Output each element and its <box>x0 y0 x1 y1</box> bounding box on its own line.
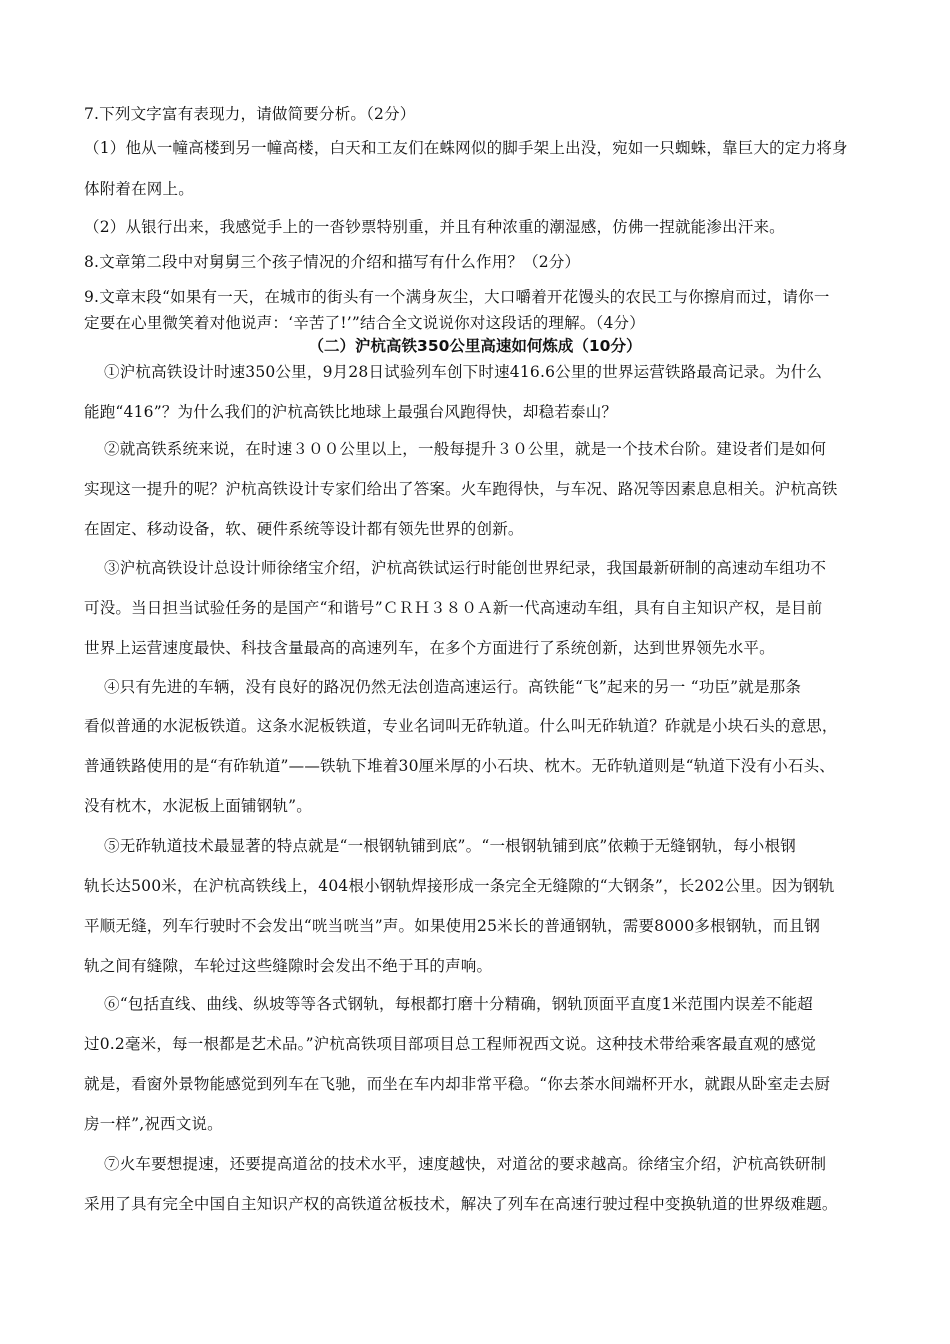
paragraph-4-cont: 没有枕木，水泥板上面铺钢轨”。 <box>84 797 312 815</box>
paragraph-5-cont: 轨长达500米，在沪杭高铁线上，404根小钢轨焊接形成一条完全无缝隙的“大钢条”，长202公里。因为钢轨 <box>84 877 835 895</box>
paragraph-6: ⑥“包括直线、曲线、纵坡等等各式钢轨，每根都打磨十分精确，钢轨顶面平直度1米范围内误差不能超 <box>104 995 813 1013</box>
paragraph-4-cont: 普通铁路使用的是“有砟轨道”——铁轨下堆着30厘米厚的小石块、枕木。无砟轨道则是“轨道下没有小石头、 <box>84 757 835 775</box>
paragraph-1-cont: 能跑“416”？为什么我们的沪杭高铁比地球上最强台风跑得快，却稳若泰山？ <box>84 403 618 421</box>
paragraph-7-cont: 采用了具有完全中国自主知识产权的高铁道岔板技术，解决了列车在高速行驶过程中变换轨道的世界级难题。 <box>84 1195 838 1213</box>
paragraph-4-cont: 看似普通的水泥板铁道。这条水泥板铁道，专业名词叫无砟轨道。什么叫无砟轨道？砟就是小块石头的意思， <box>84 717 838 735</box>
question-7: 7.下列文字富有表现力，请做简要分析。（2分） <box>84 105 416 123</box>
paragraph-5-cont: 平顺无缝，列车行驶时不会发出“咣当咣当”声。如果使用25米长的普通钢轨，需要8000多根钢轨，而且钢 <box>84 917 821 935</box>
paragraph-5-cont: 轨之间有缝隙，车轮过这些缝隙时会发出不绝于耳的声响。 <box>84 957 493 975</box>
paragraph-2-cont: 实现这一提升的呢？沪杭高铁设计专家们给出了答案。火车跑得快，与车况、路况等因素息息相关。沪杭高铁 <box>84 480 838 498</box>
paragraph-6-cont: 房一样”,祝西文说。 <box>84 1115 223 1133</box>
question-9-cont: 定要在心里微笑着对他说声：‘辛苦了!’”结合全文说说你对这段话的理解。（4分） <box>84 314 645 332</box>
paragraph-1: ①沪杭高铁设计时速350公里，9月28日试验列车创下时速416.6公里的世界运营铁路最高记录。为什么 <box>104 363 823 381</box>
question-7-item-1: （1）他从一幢高楼到另一幢高楼，白天和工友们在蛛网似的脚手架上出没，宛如一只蜘蛛，靠巨大的定力将身 <box>84 139 848 157</box>
paragraph-6-cont: 就是，看窗外景物能感觉到列车在飞驰，而坐在车内却非常平稳。“你去茶水间端杯开水，就跟从卧室走去厨 <box>84 1075 831 1093</box>
question-7-item-2: （2）从银行出来，我感觉手上的一沓钞票特别重，并且有种浓重的潮湿感，仿佛一捏就能渗出汗来。 <box>84 218 785 236</box>
paragraph-5: ⑤无砟轨道技术最显著的特点就是“一根钢轨铺到底”。“一根钢轨铺到底”依赖于无缝钢轨，每小根钢 <box>104 837 796 855</box>
paragraph-6-cont: 过0.2毫米，每一根都是艺术品。”沪杭高铁项目部项目总工程师祝西文说。这种技术带给乘客最直观的感觉 <box>84 1035 817 1053</box>
section-title: （二）沪杭高铁350公里高速如何炼成（10分） <box>308 337 642 355</box>
paragraph-4: ④只有先进的车辆，没有良好的路况仍然无法创造高速运行。高铁能“飞”起来的另一 “功臣”就是那条 <box>104 678 802 696</box>
question-9: 9.文章末段“如果有一天，在城市的街头有一个满身灰尘，大口嚼着开花馒头的农民工与你擦肩而过，请你一 <box>84 288 830 306</box>
question-8: 8.文章第二段中对舅舅三个孩子情况的介绍和描写有什么作用？（2分） <box>84 253 581 271</box>
question-7-item-1-cont: 体附着在网上。 <box>84 180 194 198</box>
paragraph-2-cont: 在固定、移动设备，软、硬件系统等设计都有领先世界的创新。 <box>84 520 524 538</box>
paragraph-3-cont: 可没。当日担当试验任务的是国产“和谐号”ＣＲＨ３８０Ａ新一代高速动车组，具有自主知识产权，是目前 <box>84 599 823 617</box>
paragraph-3-cont: 世界上运营速度最快、科技含量最高的高速列车，在多个方面进行了系统创新，达到世界领先水平。 <box>84 639 775 657</box>
paragraph-3: ③沪杭高铁设计总设计师徐绪宝介绍，沪杭高铁试运行时能创世界纪录，我国最新研制的高速动车组功不 <box>104 559 827 577</box>
paragraph-2: ②就高铁系统来说，在时速３００公里以上，一般每提升３０公里，就是一个技术台阶。建设者们是如何 <box>104 440 827 458</box>
paragraph-7: ⑦火车要想提速，还要提高道岔的技术水平，速度越快，对道岔的要求越高。徐绪宝介绍，沪杭高铁研制 <box>104 1155 827 1173</box>
